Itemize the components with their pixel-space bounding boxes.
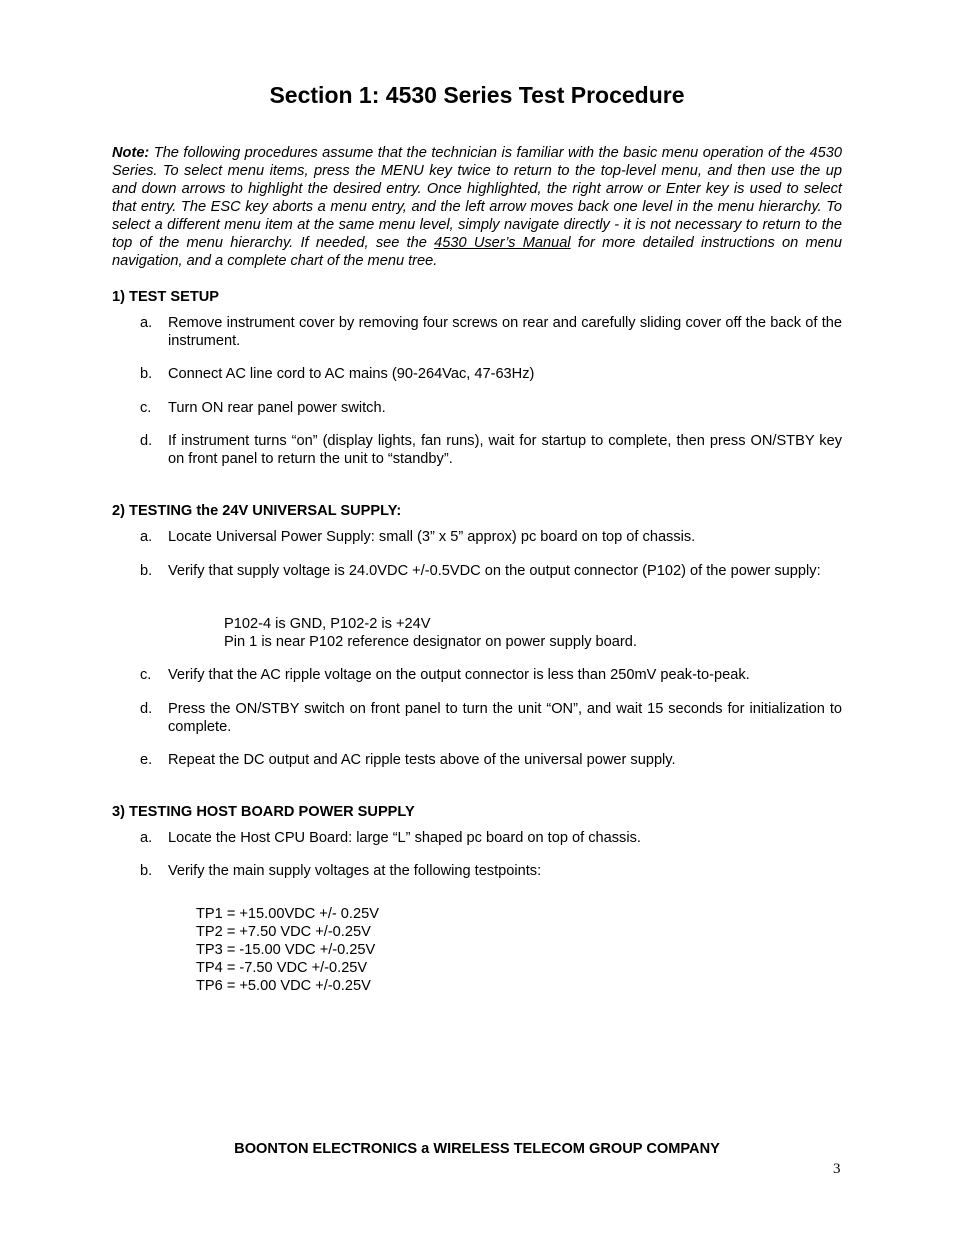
item-letter: a. <box>140 529 153 545</box>
testpoint-line: TP2 = +7.50 VDC +/-0.25V <box>196 924 371 940</box>
section-heading-host-board: 3) TESTING HOST BOARD POWER SUPPLY <box>112 804 415 820</box>
item-text: If instrument turns “on” (display lights, fan runs), wait for startup to complete, then press ON/STBY key on front panel to return the unit to “standby”. <box>168 433 842 467</box>
item-text: Press the ON/STBY switch on front panel to turn the unit “ON”, and wait 15 seconds for initialization to complete. <box>168 701 842 735</box>
item-text: Turn ON rear panel power switch. <box>168 400 386 416</box>
item-text: Locate the Host CPU Board: large “L” shaped pc board on top of chassis. <box>168 830 641 846</box>
page-title: Section 1: 4530 Series Test Procedure <box>269 82 685 108</box>
item-text: Verify the main supply voltages at the following testpoints: <box>168 863 542 879</box>
item-text: Locate Universal Power Supply: small (3” x 5” approx) pc board on top of chassis. <box>168 529 696 545</box>
list-item <box>140 562 842 580</box>
page-number: 3 <box>833 1161 841 1177</box>
list-item <box>140 700 842 736</box>
item-letter: b. <box>140 563 153 579</box>
testpoint-line: TP6 = +5.00 VDC +/-0.25V <box>196 978 371 994</box>
section-heading-test-setup: 1) TEST SETUP <box>112 289 220 305</box>
list-item <box>140 528 842 546</box>
note-paragraph <box>112 144 842 270</box>
item-letter: b. <box>140 863 153 879</box>
pin-note-line: P102-4 is GND, P102-2 is +24V <box>224 616 431 632</box>
testpoint-line: TP1 = +15.00VDC +/- 0.25V <box>196 906 379 922</box>
item-letter: e. <box>140 752 153 768</box>
pin-note <box>224 615 637 651</box>
item-letter: c. <box>140 400 152 416</box>
list-item <box>140 365 842 383</box>
item-text: Remove instrument cover by removing four screws on rear and carefully sliding cover off the back of the instrument. <box>168 315 842 349</box>
item-letter: a. <box>140 830 153 846</box>
item-text: Repeat the DC output and AC ripple tests above of the universal power supply. <box>168 752 676 768</box>
item-text: Connect AC line cord to AC mains (90-264Vac, 47-63Hz) <box>168 366 535 382</box>
list-item <box>140 432 842 468</box>
list-item <box>140 862 842 880</box>
item-letter: a. <box>140 315 153 331</box>
note-text-after: for more detailed instructions on menu navigation, and a complete chart of the menu tree. <box>112 235 842 269</box>
testpoint-list <box>196 905 379 995</box>
list-item <box>140 829 842 847</box>
item-text: Verify that the AC ripple voltage on the output connector is less than 250mV peak-to-peak. <box>168 667 750 683</box>
list-item <box>140 751 842 769</box>
users-manual-reference: 4530 User’s Manual <box>434 235 571 251</box>
note-label: Note: <box>112 145 150 161</box>
testpoint-line: TP3 = -15.00 VDC +/-0.25V <box>196 942 376 958</box>
item-letter: b. <box>140 366 153 382</box>
list-item <box>140 399 842 417</box>
footer-company: BOONTON ELECTRONICS a WIRELESS TELECOM GROUP COMPANY <box>234 1141 720 1157</box>
item-letter: c. <box>140 667 152 683</box>
testpoint-line: TP4 = -7.50 VDC +/-0.25V <box>196 960 368 976</box>
item-letter: d. <box>140 433 153 449</box>
item-letter: d. <box>140 701 153 717</box>
note-text-before: The following procedures assume that the technician is familiar with the basic menu operation of the 4530 Series. To select menu items, press the MENU key twice to return to the top-level menu, and then use the up and down arrows to highlight the desired entry. Once highlighted, the right arrow or Enter key is used to select that entry. The ESC key aborts a menu entry, and the left arrow moves back one level in the menu hierarchy. To select a different menu item at the same menu level, simply navigate directly - it is not necessary to return to the top of the menu hierarchy. If needed, see the <box>112 145 842 251</box>
section-heading-universal-supply: 2) TESTING the 24V UNIVERSAL SUPPLY: <box>112 503 402 519</box>
item-text: Verify that supply voltage is 24.0VDC +/-0.5VDC on the output connector (P102) of the power supply: <box>168 563 821 579</box>
pin-note-line: Pin 1 is near P102 reference designator on power supply board. <box>224 634 637 650</box>
list-item <box>140 314 842 350</box>
list-item <box>140 666 842 684</box>
